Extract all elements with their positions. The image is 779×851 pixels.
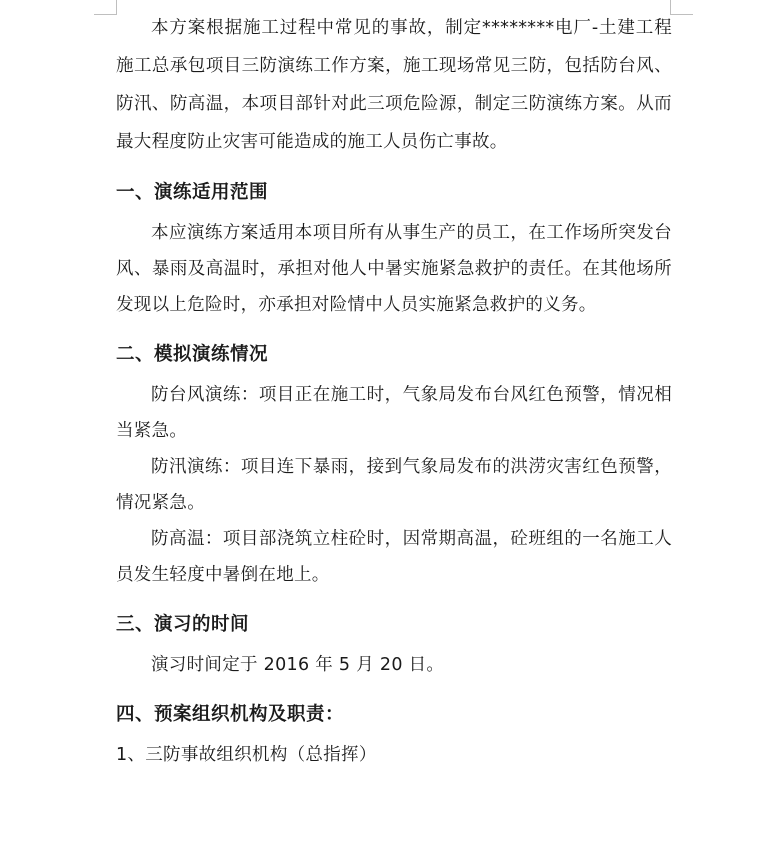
section-heading-simulation: 二、模拟演练情况 — [116, 344, 269, 365]
crop-mark-top-right — [670, 0, 693, 15]
flood-drill-paragraph: 防汛演练：项目连下暴雨，接到气象局发布的洪涝灾害红色预警，情况紧急。 — [116, 457, 672, 513]
drill-time-paragraph: 演习时间定于 2016 年 5 月 20 日。 — [151, 655, 445, 675]
section-heading-time: 三、演习的时间 — [116, 614, 250, 635]
intro-paragraph: 本方案根据施工过程中常见的事故，制定********电厂-土建工程施工总承包项目三防演练工作方案，施工现场常见三防，包括防台风、防汛、防高温，本项目部针对此三项危险源，制定三防演练方案。从而最大程度防止灾害可能造成的施工人员伤亡事故。 — [116, 18, 672, 152]
section-heading-organization: 四、预案组织机构及职责： — [116, 704, 345, 725]
section-heading-scope: 一、演练适用范围 — [116, 182, 269, 203]
typhoon-drill-paragraph: 防台风演练：项目正在施工时，气象局发布台风红色预警，情况相当紧急。 — [116, 385, 672, 441]
heat-drill-paragraph: 防高温：项目部浇筑立柱砼时，因常期高温，砼班组的一名施工人员发生轻度中暑倒在地上。 — [116, 529, 672, 585]
list-item-command: 1、三防事故组织机构（总指挥） — [116, 745, 377, 765]
crop-mark-top-left — [94, 0, 117, 15]
document-body[interactable] — [116, 9, 672, 773]
scope-paragraph: 本应演练方案适用本项目所有从事生产的员工，在工作场所突发台风、暴雨及高温时，承担对他人中暑实施紧急救护的责任。在其他场所发现以上危险时，亦承担对险情中人员实施紧急救护的义务。 — [116, 223, 672, 315]
